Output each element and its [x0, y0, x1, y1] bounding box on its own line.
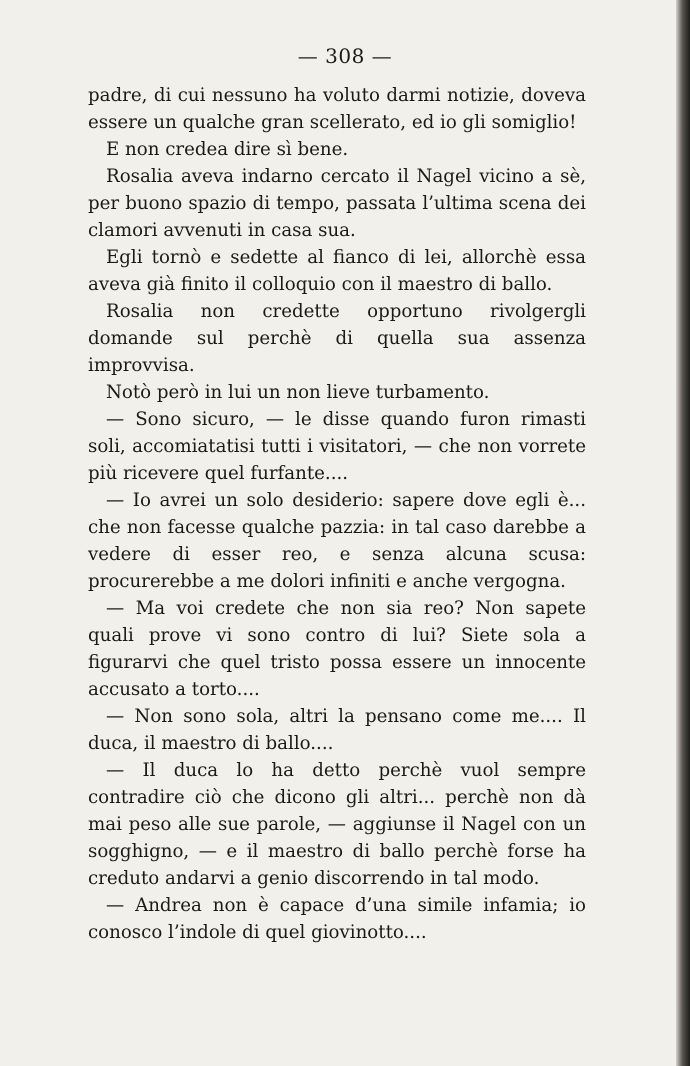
page-number: — 308 —	[297, 44, 393, 68]
paragraph: — Non sono sola, altri la pensano come me.... Il duca, il maestro di ballo....	[88, 706, 586, 754]
paragraph: Egli tornò e sedette al fianco di lei, allorchè essa aveva già finito il colloquio con il maestro di ballo.	[88, 247, 586, 295]
paragraph: E non credea dire sì bene.	[106, 139, 349, 160]
paragraph: Rosalia non credette opportuno rivolgergli domande sul perchè di quella sua assenza improvvisa.	[88, 301, 586, 376]
paragraph: — Io avrei un solo desiderio: sapere dove egli è... che non facesse qualche pazzia: in tal caso darebbe a vedere di esser reo, e senza alcuna scusa: procurerebbe a me dolori infiniti e anche vergogna.	[88, 490, 586, 592]
paragraph: Rosalia aveva indarno cercato il Nagel vicino a sè, per buono spazio di tempo, passata l’ultima scena dei clamori avvenuti in casa sua.	[88, 166, 586, 241]
paragraph: — Il duca lo ha detto perchè vuol sempre contradire ciò che dicono gli altri... perchè non dà mai peso alle sue parole, — aggiunse il Nagel con un sogghigno, — e il maestro di ballo perchè forse ha creduto andarvi a genio discorrendo in tal modo.	[88, 760, 586, 889]
page-body	[88, 82, 586, 946]
paragraph: — Ma voi credete che non sia reo? Non sapete quali prove vi sono contro di lui? Siete sola a figurarvi che quel tristo possa essere un innocente accusato a torto....	[88, 598, 586, 700]
page-binding-edge	[676, 0, 690, 1066]
paragraph: Notò però in lui un non lieve turbamento.	[106, 382, 490, 403]
paragraph: — Andrea non è capace d’una simile infamia; io conosco l’indole di quel giovinotto....	[88, 895, 586, 943]
paragraph: — Sono sicuro, — le disse quando furon rimasti soli, accomiatatisi tutti i visitatori, — che non vorrete più ricevere quel furfante....	[88, 409, 586, 484]
paragraph: padre, di cui nessuno ha voluto darmi notizie, doveva essere un qualche gran scellerato, ed io gli somiglio!	[88, 85, 586, 133]
